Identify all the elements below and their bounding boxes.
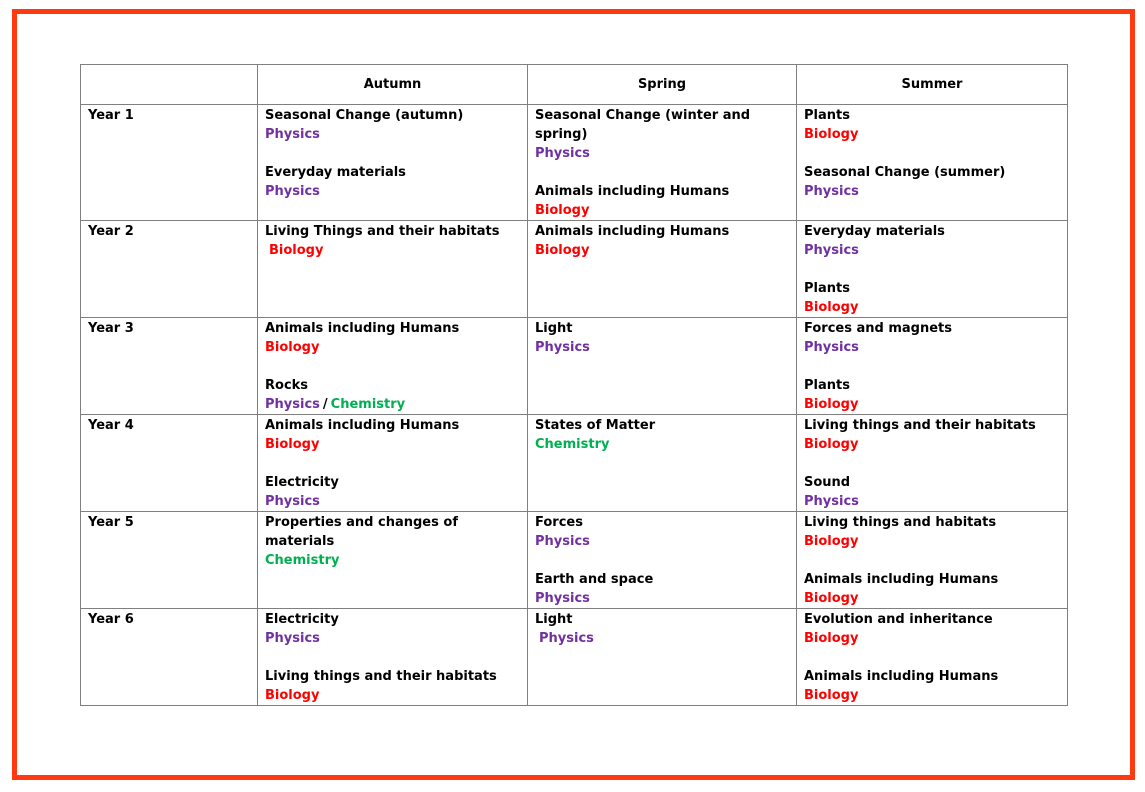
subject-line <box>265 182 520 201</box>
subject-physics: Physics <box>265 494 320 509</box>
subject-biology: Biology <box>804 534 859 549</box>
subject-physics: Physics <box>804 243 859 258</box>
table-row <box>81 221 1068 318</box>
spacer <box>265 648 520 667</box>
column-header-spring: Spring <box>528 65 797 105</box>
subject-line <box>804 125 1060 144</box>
topic-name: Seasonal Change (autumn) <box>265 108 464 123</box>
subject-line <box>535 532 789 551</box>
subject-line <box>265 629 520 648</box>
subject-line <box>265 395 520 414</box>
table-row <box>81 105 1068 221</box>
topic-name: Living things and their habitats <box>265 669 497 684</box>
subject-line <box>265 125 520 144</box>
subject-biology: Biology <box>804 397 859 412</box>
topic-name: Plants <box>804 281 850 296</box>
subject-biology: Biology <box>265 437 320 452</box>
topic-name: Electricity <box>265 612 339 627</box>
topic-name: Living things and habitats <box>804 515 997 530</box>
cell-spring <box>528 105 797 221</box>
column-header-summer: Summer <box>797 65 1068 105</box>
cell-summer <box>797 609 1068 706</box>
table-row <box>81 512 1068 609</box>
topic-name: Properties and changes of materials <box>265 515 458 549</box>
spacer <box>535 163 789 182</box>
subject-biology: Biology <box>804 127 859 142</box>
science-curriculum-table <box>80 64 1068 706</box>
subject-physics: Physics <box>539 631 594 646</box>
subject-line <box>804 589 1060 608</box>
topic-name: Animals including Humans <box>265 321 460 336</box>
column-header-autumn: Autumn <box>258 65 528 105</box>
subject-physics: Physics <box>535 146 590 161</box>
table-row <box>81 318 1068 415</box>
spacer <box>804 357 1060 376</box>
cell-spring <box>528 415 797 512</box>
topic-name: Plants <box>804 108 850 123</box>
cell-summer <box>797 415 1068 512</box>
topic-name: Animals including Humans <box>265 418 460 433</box>
subject-line <box>804 182 1060 201</box>
year-label: Year 3 <box>81 318 258 415</box>
table-body <box>81 105 1068 706</box>
topic-name: Animals including Humans <box>535 224 730 239</box>
subject-biology: Biology <box>804 437 859 452</box>
subject-chemistry: Chemistry <box>330 397 406 412</box>
topic-name: Light <box>535 321 573 336</box>
subject-biology: Biology <box>535 243 590 258</box>
topic-name: Earth and space <box>535 572 654 587</box>
year-label: Year 6 <box>81 609 258 706</box>
spacer <box>804 551 1060 570</box>
subject-biology: Biology <box>804 688 859 703</box>
year-label: Year 2 <box>81 221 258 318</box>
cell-autumn <box>258 318 528 415</box>
subject-line <box>804 686 1060 705</box>
spacer <box>535 551 789 570</box>
year-label: Year 1 <box>81 105 258 221</box>
year-label: Year 4 <box>81 415 258 512</box>
topic-name: Rocks <box>265 378 309 393</box>
subject-physics: Physics <box>804 494 859 509</box>
subject-line <box>535 589 789 608</box>
header-row <box>81 65 1068 105</box>
subject-line <box>804 395 1060 414</box>
subject-line <box>265 241 520 260</box>
topic-name: Animals including Humans <box>804 669 999 684</box>
table-row <box>81 415 1068 512</box>
subject-physics: Physics <box>804 340 859 355</box>
cell-spring <box>528 512 797 609</box>
cell-autumn <box>258 512 528 609</box>
subject-line <box>804 435 1060 454</box>
cell-summer <box>797 512 1068 609</box>
subject-separator: / <box>322 397 328 412</box>
subject-line <box>265 492 520 511</box>
cell-autumn <box>258 105 528 221</box>
subject-line <box>804 629 1060 648</box>
topic-name: Light <box>535 612 573 627</box>
cell-autumn <box>258 221 528 318</box>
topic-name: Living Things and their habitats <box>265 224 500 239</box>
subject-line <box>265 686 520 705</box>
subject-line <box>535 629 789 648</box>
topic-name: Evolution and inheritance <box>804 612 993 627</box>
subject-line <box>535 435 789 454</box>
subject-line <box>804 298 1060 317</box>
spacer <box>804 648 1060 667</box>
spacer <box>265 454 520 473</box>
subject-physics: Physics <box>265 127 320 142</box>
subject-biology: Biology <box>269 243 324 258</box>
topic-name: Plants <box>804 378 850 393</box>
subject-biology: Biology <box>535 203 590 218</box>
subject-physics: Physics <box>804 184 859 199</box>
subject-chemistry: Chemistry <box>265 553 340 568</box>
subject-physics: Physics <box>265 184 320 199</box>
topic-name: Animals including Humans <box>804 572 999 587</box>
cell-spring <box>528 318 797 415</box>
subject-line <box>535 241 789 260</box>
subject-line <box>535 338 789 357</box>
subject-line <box>804 338 1060 357</box>
spacer <box>804 454 1060 473</box>
subject-physics: Physics <box>265 397 320 412</box>
subject-biology: Biology <box>804 300 859 315</box>
subject-physics: Physics <box>535 591 590 606</box>
spacer <box>804 260 1060 279</box>
topic-name: Sound <box>804 475 851 490</box>
spacer <box>265 357 520 376</box>
topic-name: Seasonal Change (winter and spring) <box>535 108 751 142</box>
spacer <box>265 144 520 163</box>
topic-name: Forces <box>535 515 583 530</box>
cell-autumn <box>258 609 528 706</box>
topic-name: Forces and magnets <box>804 321 952 336</box>
spacer <box>804 144 1060 163</box>
subject-line <box>535 144 789 163</box>
topic-name: States of Matter <box>535 418 656 433</box>
topic-name: Everyday materials <box>265 165 406 180</box>
cell-spring <box>528 221 797 318</box>
subject-physics: Physics <box>535 534 590 549</box>
subject-line <box>535 201 789 220</box>
subject-chemistry: Chemistry <box>535 437 610 452</box>
topic-name: Electricity <box>265 475 339 490</box>
subject-biology: Biology <box>804 631 859 646</box>
topic-name: Animals including Humans <box>535 184 730 199</box>
cell-summer <box>797 105 1068 221</box>
cell-autumn <box>258 415 528 512</box>
subject-line <box>804 241 1060 260</box>
subject-biology: Biology <box>265 688 320 703</box>
cell-summer <box>797 318 1068 415</box>
subject-physics: Physics <box>535 340 590 355</box>
year-label: Year 5 <box>81 512 258 609</box>
subject-line <box>265 435 520 454</box>
cell-summer <box>797 221 1068 318</box>
table-row <box>81 609 1068 706</box>
subject-physics: Physics <box>265 631 320 646</box>
subject-line <box>804 492 1060 511</box>
cell-spring <box>528 609 797 706</box>
subject-biology: Biology <box>804 591 859 606</box>
topic-name: Living things and their habitats <box>804 418 1036 433</box>
subject-line <box>804 532 1060 551</box>
subject-biology: Biology <box>265 340 320 355</box>
topic-name: Seasonal Change (summer) <box>804 165 1006 180</box>
corner-cell <box>81 65 258 105</box>
subject-line <box>265 338 520 357</box>
subject-line <box>265 551 520 570</box>
topic-name: Everyday materials <box>804 224 945 239</box>
